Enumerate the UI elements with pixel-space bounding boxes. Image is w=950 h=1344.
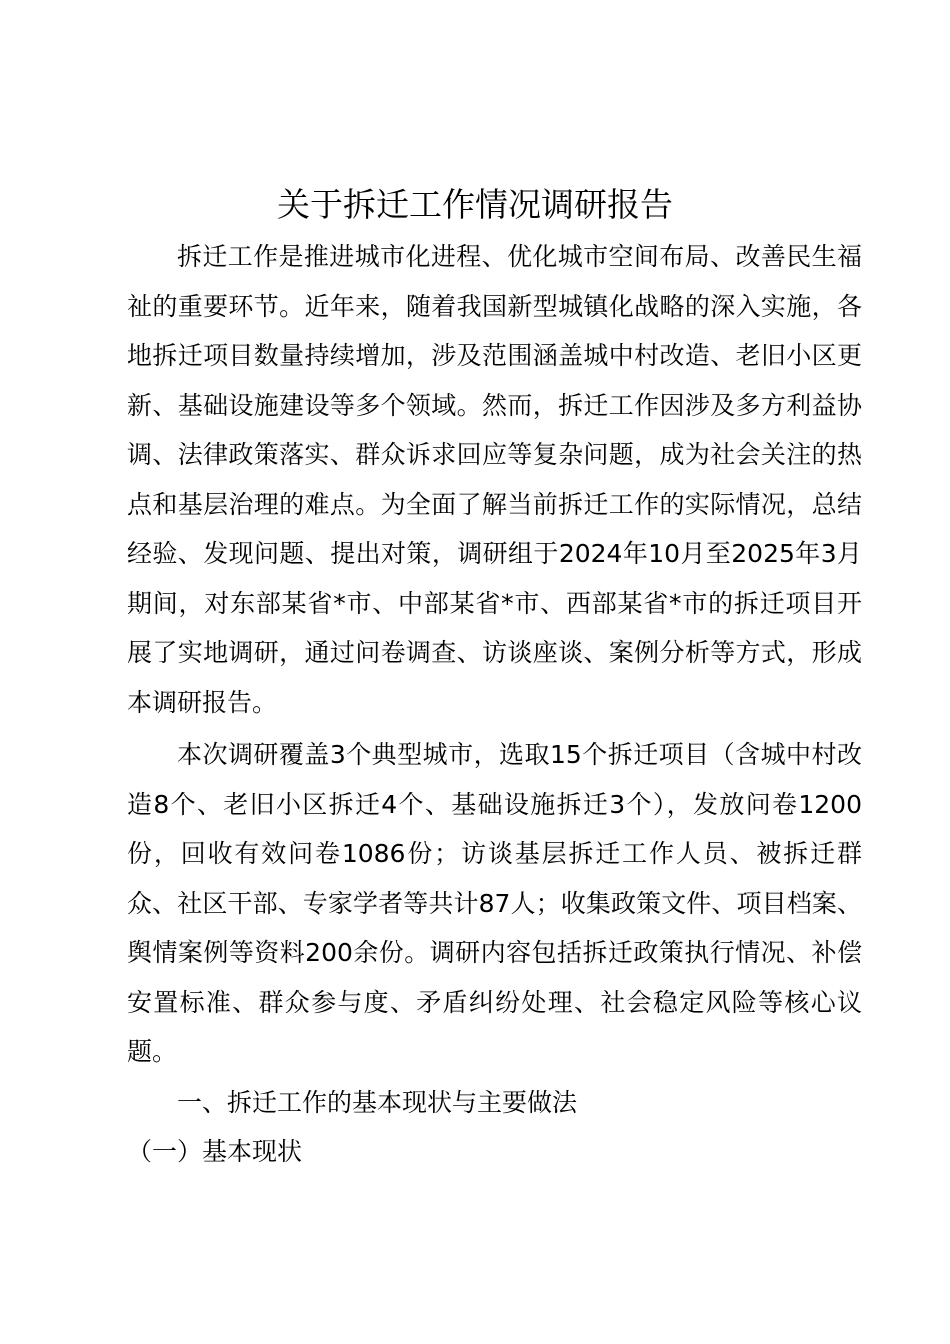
intro-paragraph: 拆迁工作是推进城市化进程、优化城市空间布局、改善民生福祉的重要环节。近年来，随着我国新型城镇化战略的深入实施，各地拆迁项目数量持续增加，涉及范围涵盖城中村改造、老旧小区更新、基础设施建设等多个领域。然而，拆迁工作因涉及多方利益协调、法律政策落实、群众诉求回应等复杂问题，成为社会关注的热点和基层治理的难点。为全面了解当前拆迁工作的实际情况，总结经验、发现问题、提出对策，调研组于2024年10月至2025年3月期间，对东部某省*市、中部某省*市、西部某省*市的拆迁项目开展了实地调研，通过问卷调查、访谈座谈、案例分析等方式，形成本调研报告。 xyxy=(127,242,862,717)
survey-scope-paragraph: 本次调研覆盖3个典型城市，选取15个拆迁项目（含城中村改造8个、老旧小区拆迁4个、基础设施拆迁3个），发放问卷1200份，回收有效问卷1086份；访谈基层拆迁工作人员、被拆迁群众、社区干部、专家学者等共计87人；收集政策文件、项目档案、舆情案例等资料200余份。调研内容包括拆迁政策执行情况、补偿安置标准、群众参与度、矛盾纠纷处理、社会稳定风险等核心议题。 xyxy=(127,740,862,1066)
subsection-heading: （一）基本现状 xyxy=(127,1137,303,1166)
document-title: 关于拆迁工作情况调研报告 xyxy=(277,185,673,224)
section-heading: 一、拆迁工作的基本现状与主要做法 xyxy=(177,1088,578,1117)
